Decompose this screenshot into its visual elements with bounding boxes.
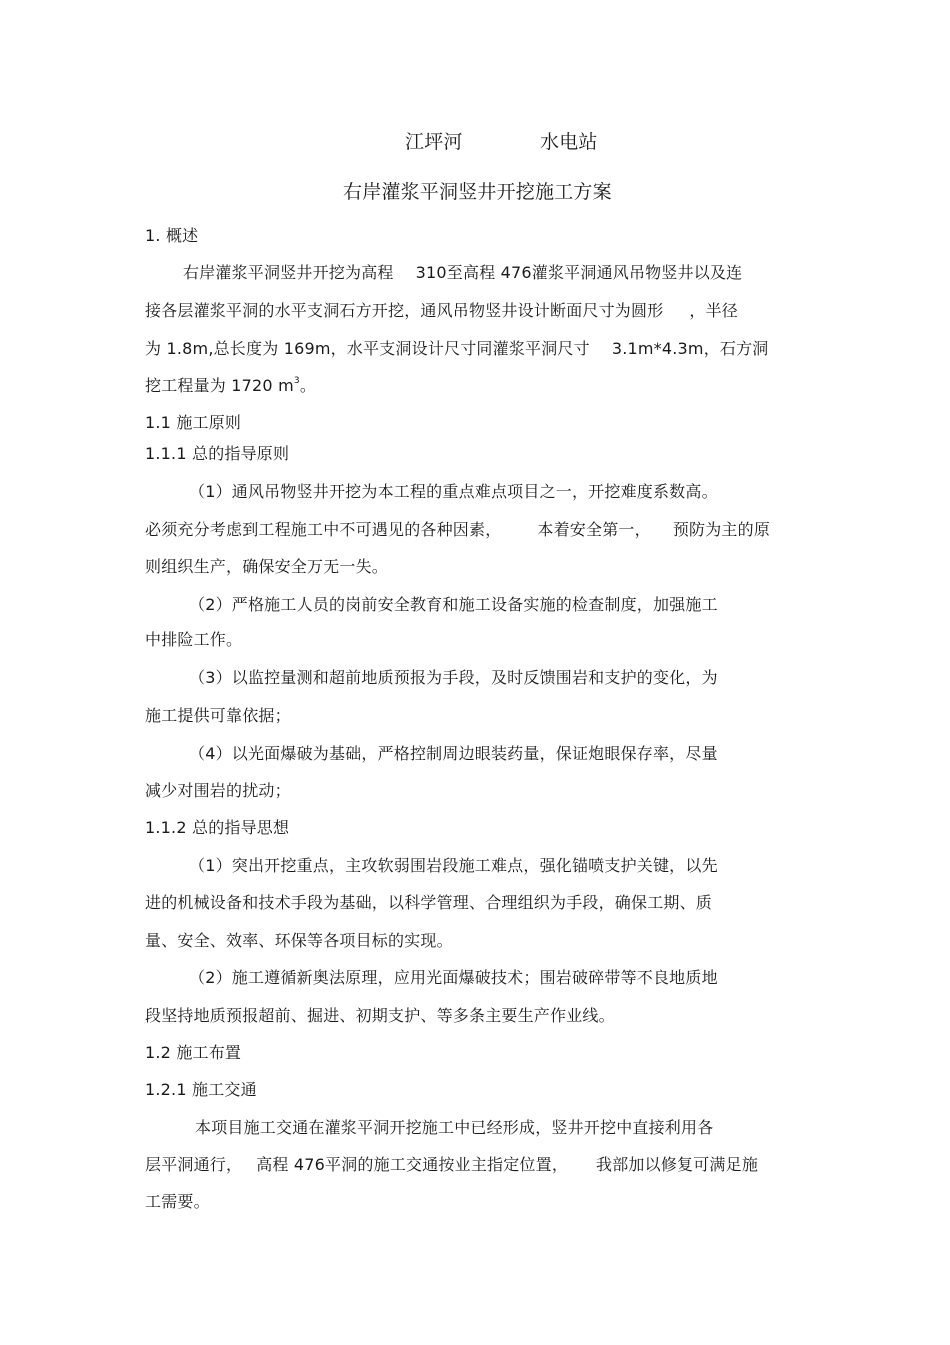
overview-line-4b: 。 <box>299 376 317 395</box>
traffic-line-2c: 我部加以修复可满足施 <box>596 1155 759 1174</box>
principle-2-line-1: （2）严格施工人员的岗前安全教育和施工设备实施的检查制度，加强施工 <box>189 595 718 614</box>
overview-line-3a: 为 1.8m,总长度为 169m，水平支洞设计尺寸同灌浆平洞尺寸 <box>145 339 590 358</box>
cubic-superscript: 3 <box>293 376 300 386</box>
principle-3-line-1: （3）以监控量测和超前地质预报为手段，及时反馈围岩和支护的变化，为 <box>189 668 718 687</box>
document-subtitle: 右岸灌浆平洞竖井开挖施工方案 <box>343 181 612 203</box>
title-station: 水电站 <box>540 131 598 153</box>
principle-1-line-2a: 必须充分考虑到工程施工中不可遇见的各种因素， <box>145 520 502 539</box>
title-project-name: 江坪河 <box>405 131 463 153</box>
principle-1-line-2b: 本着安全第一， <box>537 520 651 539</box>
traffic-line-3: 工需要。 <box>145 1192 210 1211</box>
overview-line-3b: 3.1m*4.3m，石方洞 <box>611 339 769 358</box>
principle-1-line-2 <box>145 520 770 540</box>
principle-3-line-2: 施工提供可靠依据； <box>145 706 291 725</box>
subheading-guiding-principles: 1.1.1 总的指导原则 <box>145 444 290 463</box>
principle-2-line-2: 中排险工作。 <box>145 630 243 649</box>
section-heading-overview: 1. 概述 <box>145 226 199 245</box>
subheading-guiding-ideas: 1.1.2 总的指导思想 <box>145 818 290 837</box>
principle-1-line-3: 则组织生产，确保安全万无一失。 <box>145 557 389 576</box>
overview-line-1 <box>183 263 742 283</box>
idea-2-line-2: 段坚持地质预报超前、掘进、初期支护、等多条主要生产作业线。 <box>145 1006 615 1025</box>
overview-line-2 <box>145 301 738 321</box>
overview-line-2a: 接各层灌浆平洞的水平支洞石方开挖，通风吊物竖井设计断面尺寸为圆形 <box>145 301 664 320</box>
principle-4-line-2: 减少对围岩的扰动； <box>145 781 291 800</box>
traffic-line-2a: 层平洞通行， <box>145 1155 243 1174</box>
overview-line-1b: 310至高程 476灌浆平洞通风吊物竖井以及连 <box>415 263 743 282</box>
idea-2-line-1: （2）施工遵循新奥法原理，应用光面爆破技术；围岩破碎带等不良地质地 <box>189 968 718 987</box>
subheading-traffic: 1.2.1 施工交通 <box>145 1080 257 1099</box>
idea-1-line-3: 量、安全、效率、环保等各项目标的实现。 <box>145 931 453 950</box>
principle-4-line-1: （4）以光面爆破为基础，严格控制周边眼装药量，保证炮眼保存率，尽量 <box>189 744 718 763</box>
overview-line-1a: 右岸灌浆平洞竖井开挖为高程 <box>183 263 394 282</box>
section-heading-principles: 1.1 施工原则 <box>145 413 242 432</box>
traffic-line-2b: 高程 476平洞的施工交通按业主指定位置， <box>256 1155 569 1174</box>
overview-line-2b: ，半径 <box>689 301 739 320</box>
section-heading-layout: 1.2 施工布置 <box>145 1043 242 1062</box>
traffic-line-2 <box>145 1155 758 1175</box>
idea-1-line-1: （1）突出开挖重点，主攻软弱围岩段施工难点，强化锚喷支护关键，以先 <box>189 856 718 875</box>
overview-line-3 <box>145 339 769 359</box>
idea-1-line-2: 进的机械设备和技术手段为基础，以科学管理、合理组织为手段，确保工期、质 <box>145 893 713 912</box>
principle-1-line-2c: 预防为主的原 <box>672 520 771 539</box>
principle-1-line-1: （1）通风吊物竖井开挖为本工程的重点难点项目之一，开挖难度系数高。 <box>189 482 718 501</box>
overview-line-4a: 挖工程量为 1720 m <box>145 376 294 395</box>
traffic-line-1: 本项目施工交通在灌浆平洞开挖施工中已经形成，竖井开挖中直接利用各 <box>195 1118 714 1137</box>
overview-line-4 <box>145 376 316 396</box>
